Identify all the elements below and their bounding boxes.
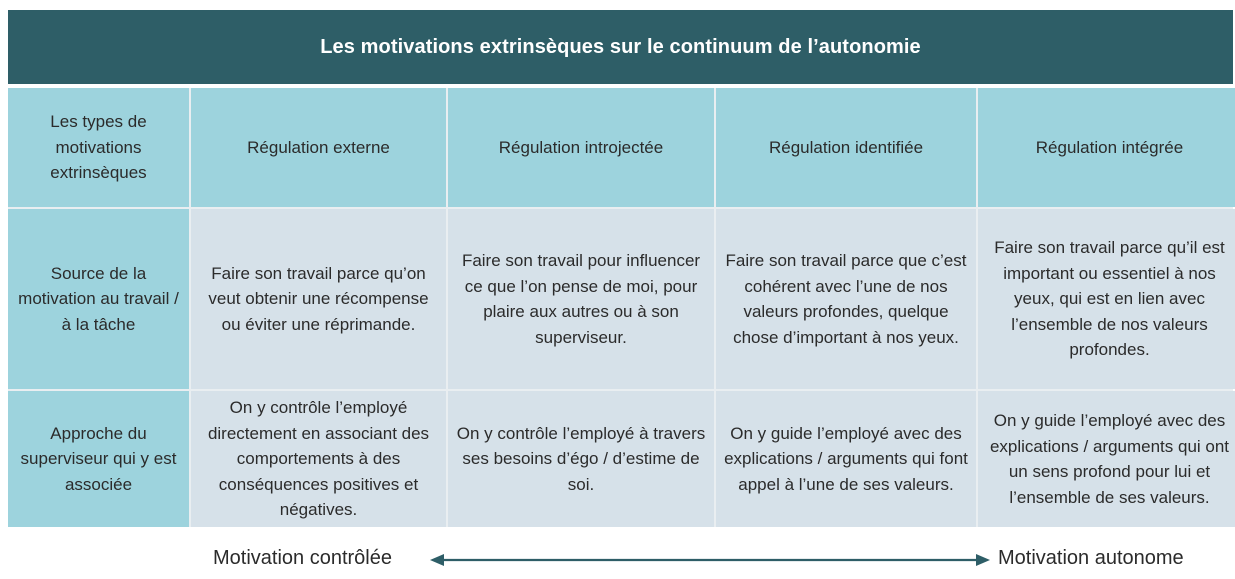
table-cell: Faire son travail parce que c’est cohérent avec l’une de nos valeurs profondes, quelque chose d’important à nos yeux.	[716, 209, 976, 389]
column-header-externe: Régulation externe	[191, 88, 446, 207]
continuum-footer	[0, 544, 1235, 574]
table-cell: Faire son travail pour influencer ce que l’on pense de moi, pour plaire aux autres ou à son superviseur.	[448, 209, 714, 389]
row-label-source: Source de la motivation au travail / à la tâche	[8, 209, 189, 389]
table-cell: Faire son travail parce qu’on veut obtenir une récompense ou éviter une réprimande.	[191, 209, 446, 389]
table-cell: On y contrôle l’employé directement en associant des comportements à des conséquences positives et négatives.	[191, 391, 446, 527]
table-cell: On y guide l’employé avec des explications / arguments qui ont un sens profond pour lui et l’ensemble de ses valeurs.	[978, 391, 1235, 527]
column-header-identifiee: Régulation identifiée	[716, 88, 976, 207]
table-cell: On y contrôle l’employé à travers ses besoins d’égo / d’estime de soi.	[448, 391, 714, 527]
table-cell: On y guide l’employé avec des explications / arguments qui font appel à l’une de ses valeurs.	[716, 391, 976, 527]
column-header-integree: Régulation intégrée	[978, 88, 1235, 207]
table-title: Les motivations extrinsèques sur le continuum de l’autonomie	[8, 10, 1233, 84]
table-grid	[8, 88, 1233, 527]
continuum-table	[8, 10, 1233, 527]
row-label-approche: Approche du superviseur qui y est associée	[8, 391, 189, 527]
double-arrow-icon	[430, 550, 990, 570]
column-header-introjectee: Régulation introjectée	[448, 88, 714, 207]
table-cell: Faire son travail parce qu’il est important ou essentiel à nos yeux, qui est en lien avec l’ensemble de nos valeurs profondes.	[978, 209, 1235, 389]
label-motivation-controlee: Motivation contrôlée	[213, 547, 392, 569]
row-label-types: Les types de motivations extrinsèques	[8, 88, 189, 207]
label-motivation-autonome: Motivation autonome	[998, 547, 1184, 569]
